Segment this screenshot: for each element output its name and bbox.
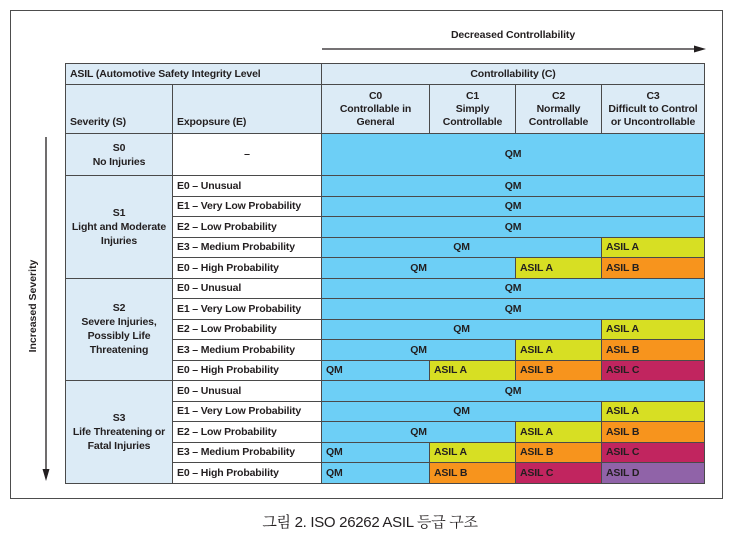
controllability-header: Controllability (C) [322,64,705,85]
asil-cell-a: ASIL A [602,319,705,340]
exposure-cell: E2 – Low Probability [173,422,322,443]
asil-cell-qm: QM [322,299,705,320]
col-code: C2 [551,89,566,102]
asil-cell-a: ASIL A [430,360,516,381]
asil-cell-a: ASIL A [516,422,602,443]
asil-cell-qm: QM [322,442,430,463]
severity-header: Severity (S) [66,85,173,134]
exposure-cell: E3 – Medium Probability [173,340,322,361]
asil-cell-qm: QM [322,258,516,279]
asil-cell-b: ASIL B [602,422,705,443]
exposure-cell: E2 – Low Probability [173,319,322,340]
severity-s3 [66,381,173,484]
exposure-cell: E0 – High Probability [173,463,322,484]
asil-cell-qm: QM [322,422,516,443]
asil-cell-qm: QM [322,340,516,361]
exposure-cell: E1 – Very Low Probability [173,299,322,320]
asil-cell-a: ASIL A [430,442,516,463]
col-code: C3 [646,89,660,102]
asil-table [65,63,705,484]
decreased-controllability-label: Decreased Controllability [450,29,576,41]
severity-desc: No Injuries [92,155,146,168]
col-desc: Simply Controllable [442,102,503,128]
exposure-cell: E3 – Medium Probability [173,237,322,258]
asil-cell-a: ASIL A [602,401,705,422]
exposure-s0: – [173,134,322,176]
severity-code: S3 [112,411,126,424]
asil-cell-qm: QM [322,134,705,176]
increased-severity-label: Increased Severity [27,259,39,353]
severity-desc: Life Threatening or Fatal Injuries [72,425,166,452]
exposure-cell: E0 – High Probability [173,360,322,381]
asil-cell-qm: QM [322,319,602,340]
asil-cell-c: ASIL C [602,442,705,463]
col-desc: Controllable in General [339,102,412,128]
controllability-col-c2 [516,85,602,134]
severity-code: S0 [112,141,126,154]
controllability-col-c3 [602,85,705,134]
asil-cell-qm: QM [322,401,602,422]
asil-cell-b: ASIL B [602,340,705,361]
col-desc: Difficult to Control or Uncontrollable [608,102,698,128]
table-title: ASIL (Automotive Safety Integrity Level [66,64,322,85]
exposure-header: Expopsure (E) [173,85,322,134]
asil-cell-qm: QM [322,381,705,402]
figure-caption: 그림 2. ISO 26262 ASIL 등급 구조 [262,514,478,531]
exposure-cell: E0 – Unusual [173,381,322,402]
asil-cell-qm: QM [322,463,430,484]
asil-cell-d: ASIL D [602,463,705,484]
controllability-col-c1 [430,85,516,134]
asil-cell-b: ASIL B [430,463,516,484]
asil-cell-qm: QM [322,278,705,299]
asil-cell-c: ASIL C [602,360,705,381]
asil-cell-b: ASIL B [516,442,602,463]
col-desc: Normally Controllable [528,102,589,128]
asil-cell-qm: QM [322,237,602,258]
asil-cell-qm: QM [322,360,430,381]
asil-cell-c: ASIL C [516,463,602,484]
asil-cell-qm: QM [322,176,705,197]
severity-s2 [66,278,173,381]
severity-code: S1 [112,206,126,219]
asil-cell-qm: QM [322,217,705,238]
col-code: C1 [465,89,480,102]
severity-s1 [66,176,173,279]
severity-code: S2 [112,302,126,315]
table-row [66,381,705,402]
severity-s0 [66,134,173,176]
asil-cell-b: ASIL B [602,258,705,279]
asil-cell-qm: QM [322,196,705,217]
exposure-cell: E1 – Very Low Probability [173,401,322,422]
severity-desc: Severe Injuries, Possibly Life Threatening [81,316,157,357]
severity-desc: Light and Moderate Injuries [71,220,167,247]
exposure-cell: E3 – Medium Probability [173,442,322,463]
controllability-col-c0 [322,85,430,134]
table-row [66,278,705,299]
exposure-cell: E0 – Unusual [173,278,322,299]
asil-cell-a: ASIL A [602,237,705,258]
asil-cell-b: ASIL B [516,360,602,381]
asil-cell-a: ASIL A [516,258,602,279]
table-row [66,176,705,197]
col-code: C0 [368,89,383,102]
exposure-cell: E1 – Very Low Probability [173,196,322,217]
exposure-cell: E0 – High Probability [173,258,322,279]
exposure-cell: E2 – Low Probability [173,217,322,238]
exposure-cell: E0 – Unusual [173,176,322,197]
asil-cell-a: ASIL A [516,340,602,361]
